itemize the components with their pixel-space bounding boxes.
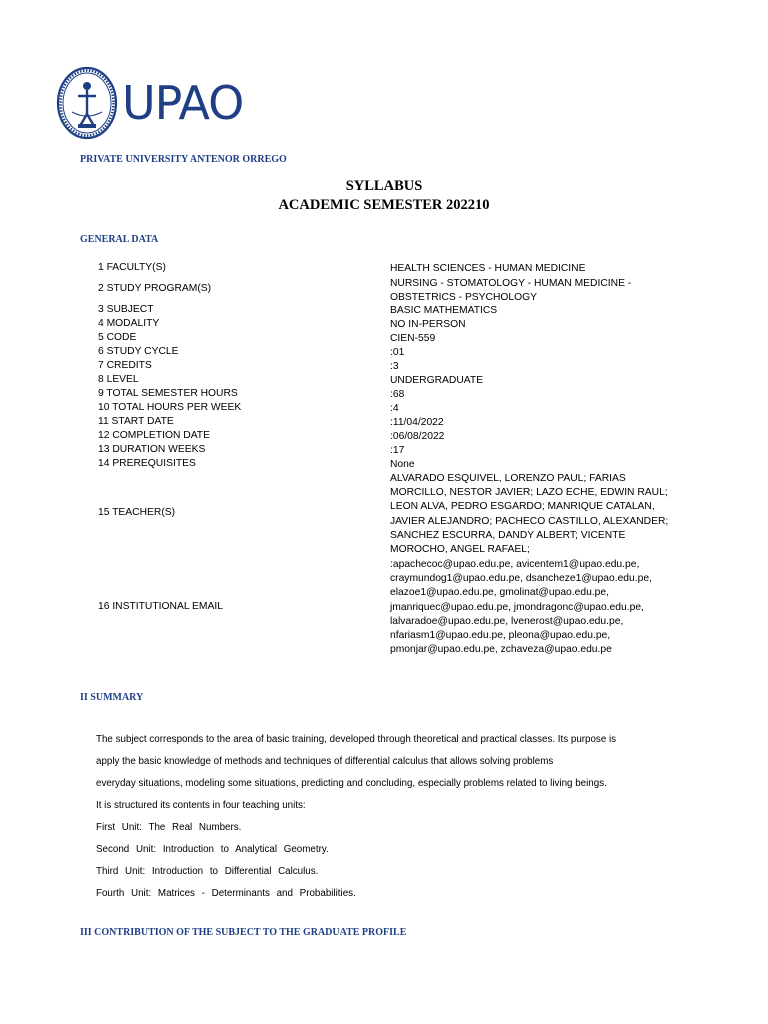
summary-unit-line: Third Unit: Introduction to Differential Calculus. — [96, 866, 319, 877]
document-subtitle: ACADEMIC SEMESTER 202210 — [278, 197, 490, 213]
row-label: 6 STUDY CYCLE — [98, 346, 179, 357]
university-logo — [56, 66, 243, 140]
row-value: :apachecoc@upao.edu.pe, avicentem1@upao.edu.pe, craymundog1@upao.edu.pe, dsancheze1@upao.edu.pe, elazoe1@upao.edu.pe, gmolinat@upao.edu.pe, jmanriquec@upao.edu.pe, jmondragonc@upao.edu.pe, lalvaradoe@upao.edu.pe, lvenerost@upao.edu.pe, nfariasm1@upao.edu.pe, pleona@upao.edu.pe, pmonjar@upao.edu.pe, zchaveza@upao.edu.pe — [390, 559, 652, 656]
summary-line: everyday situations, modeling some situations, predicting and concluding, especially problems related to living beings. — [96, 778, 607, 789]
row-value: :68 — [390, 389, 405, 400]
row-label: 10 TOTAL HOURS PER WEEK — [98, 402, 242, 413]
row-label: 16 INSTITUTIONAL EMAIL — [98, 601, 223, 612]
row-label: 11 START DATE — [98, 416, 174, 427]
summary-heading: II SUMMARY — [80, 692, 144, 703]
row-label: 4 MODALITY — [98, 318, 160, 329]
row-label: 12 COMPLETION DATE — [98, 430, 210, 441]
university-name: PRIVATE UNIVERSITY ANTENOR ORREGO — [80, 154, 287, 165]
row-value: :06/08/2022 — [390, 431, 445, 442]
row-value: UNDERGRADUATE — [390, 375, 484, 386]
row-value: None — [390, 459, 415, 470]
row-label: 8 LEVEL — [98, 374, 139, 385]
summary-unit-line: Fourth Unit: Matrices - Determinants and Probabilities. — [96, 888, 356, 899]
row-value: ALVARADO ESQUIVEL, LORENZO PAUL; FARIAS MORCILLO, NESTOR JAVIER; LAZO ECHE, EDWIN RAUL; LEON ALVA, PEDRO ESGARDO; MANRIQUE CATALAN, JAVIER ALEJANDRO; PACHECO CASTILLO, ALEXANDER; SANCHEZ ESCURRA, DANDY ALBERT; VICENTE MOROCHO, ANGEL RAFAEL; — [390, 473, 669, 556]
contribution-heading: III CONTRIBUTION OF THE SUBJECT TO THE GRADUATE PROFILE — [80, 927, 407, 938]
row-value: BASIC MATHEMATICS — [390, 305, 498, 316]
row-value: CIEN-559 — [390, 333, 436, 344]
row-label: 14 PREREQUISITES — [98, 458, 196, 469]
row-label: 7 CREDITS — [98, 360, 152, 371]
row-label: 1 FACULTY(S) — [98, 262, 166, 273]
summary-line: It is structured its contents in four teaching units: — [96, 800, 306, 811]
summary-unit-line: Second Unit: Introduction to Analytical Geometry. — [96, 844, 329, 855]
summary-line: apply the basic knowledge of methods and techniques of differential calculus that allows solving problems — [96, 756, 554, 767]
summary-line: The subject corresponds to the area of basic training, developed through theoretical and practical classes. Its purpose is — [96, 734, 617, 745]
row-label: 13 DURATION WEEKS — [98, 444, 206, 455]
summary-unit-line: First Unit: The Real Numbers. — [96, 822, 242, 833]
row-value: :17 — [390, 445, 405, 456]
row-value: :01 — [390, 347, 405, 358]
row-label: 3 SUBJECT — [98, 304, 154, 315]
row-label: 5 CODE — [98, 332, 137, 343]
row-label: 2 STUDY PROGRAM(S) — [98, 283, 212, 294]
row-value: NURSING - STOMATOLOGY - HUMAN MEDICINE - OBSTETRICS - PSYCHOLOGY — [390, 278, 632, 304]
general-data-heading: GENERAL DATA — [80, 234, 159, 245]
row-label: 15 TEACHER(S) — [98, 507, 176, 518]
university-seal-icon — [56, 66, 118, 140]
row-value: :3 — [390, 361, 399, 372]
row-value: HEALTH SCIENCES - HUMAN MEDICINE — [390, 263, 586, 274]
logo-text: UPAO — [122, 76, 244, 130]
row-value: NO IN-PERSON — [390, 319, 466, 330]
document-title: SYLLABUS — [345, 178, 423, 194]
row-value: :4 — [390, 403, 399, 414]
row-value: :11/04/2022 — [390, 417, 444, 428]
row-label: 9 TOTAL SEMESTER HOURS — [98, 388, 238, 399]
